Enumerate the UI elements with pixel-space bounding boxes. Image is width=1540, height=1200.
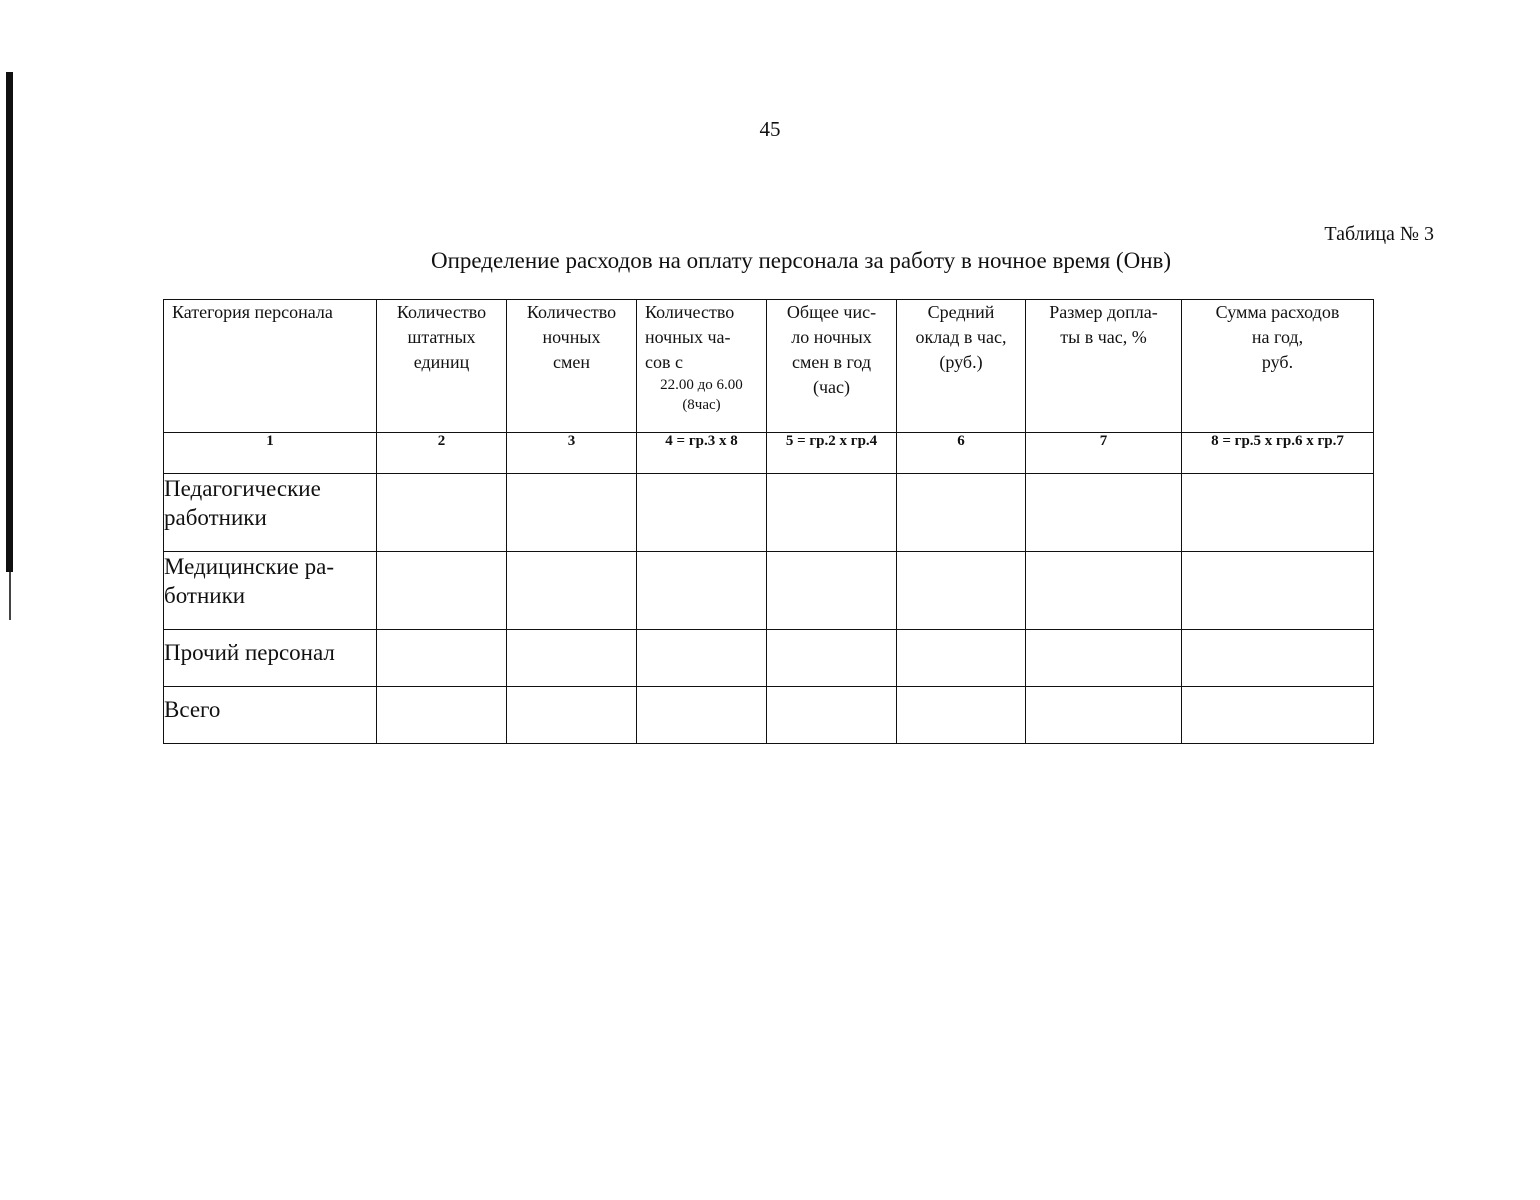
table-cell (637, 687, 767, 744)
header-category: Категория персонала (164, 300, 377, 433)
scan-edge-mark (6, 72, 13, 572)
page-number: 45 (759, 117, 781, 141)
row-label-total: Всего (164, 687, 377, 744)
row-label-other-staff: Прочий персонал (164, 630, 377, 687)
table-cell (507, 630, 637, 687)
header-staff-units: Количество штатных единиц (377, 300, 507, 433)
table-cell (377, 552, 507, 630)
table-cell (767, 687, 897, 744)
table-cell (507, 552, 637, 630)
scan-edge-mark-thin (9, 572, 11, 620)
table-cell (1182, 630, 1374, 687)
table-row (164, 687, 1374, 744)
table-cell (377, 630, 507, 687)
header-total-night-shifts: Общее чис- ло ночных смен в год (час) (767, 300, 897, 433)
column-number: 1 (164, 433, 377, 474)
row-label-pedagogical: Педагогические работники (164, 474, 377, 552)
column-number: 3 (507, 433, 637, 474)
table-cell (897, 552, 1026, 630)
table-cell (897, 630, 1026, 687)
table-cell (1026, 474, 1182, 552)
table-cell (1026, 687, 1182, 744)
table-cell (377, 687, 507, 744)
row-label-medical: Медицинские ра- ботники (164, 552, 377, 630)
table-cell (1026, 552, 1182, 630)
header-average-salary: Средний оклад в час, (руб.) (897, 300, 1026, 433)
table-cell (767, 474, 897, 552)
column-number-row (164, 433, 1374, 474)
table-cell (1026, 630, 1182, 687)
table-cell (377, 474, 507, 552)
table-cell (1182, 552, 1374, 630)
table-row (164, 552, 1374, 630)
column-number: 7 (1026, 433, 1182, 474)
table-cell (1182, 687, 1374, 744)
header-night-hours: Количество ночных ча- сов с 22.00 до 6.00 (8час) (637, 300, 767, 433)
column-number: 2 (377, 433, 507, 474)
table-cell (507, 687, 637, 744)
header-annual-expenses: Сумма расходов на год, руб. (1182, 300, 1374, 433)
table-cell (637, 474, 767, 552)
table-cell (767, 630, 897, 687)
column-number: 6 (897, 433, 1026, 474)
column-number: 4 = гр.3 х 8 (637, 433, 767, 474)
header-night-shifts: Количество ночных смен (507, 300, 637, 433)
table-cell (1182, 474, 1374, 552)
table-cell (507, 474, 637, 552)
table-cell (897, 687, 1026, 744)
table-row (164, 630, 1374, 687)
table-cell (637, 630, 767, 687)
header-surcharge-percent: Размер допла- ты в час, % (1026, 300, 1182, 433)
column-number: 8 = гр.5 х гр.6 х гр.7 (1182, 433, 1374, 474)
table-cell (637, 552, 767, 630)
expense-table (163, 299, 1374, 744)
document-title: Определение расходов на оплату персонала за работу в ночное время (Онв) (430, 248, 1172, 273)
table-cell (897, 474, 1026, 552)
table-row (164, 474, 1374, 552)
table-label: Таблица № 3 (1324, 223, 1434, 245)
header-row (164, 300, 1374, 433)
header-night-hours-detail: 22.00 до 6.00 (8час) (660, 377, 743, 413)
table-cell (767, 552, 897, 630)
column-number: 5 = гр.2 х гр.4 (767, 433, 897, 474)
